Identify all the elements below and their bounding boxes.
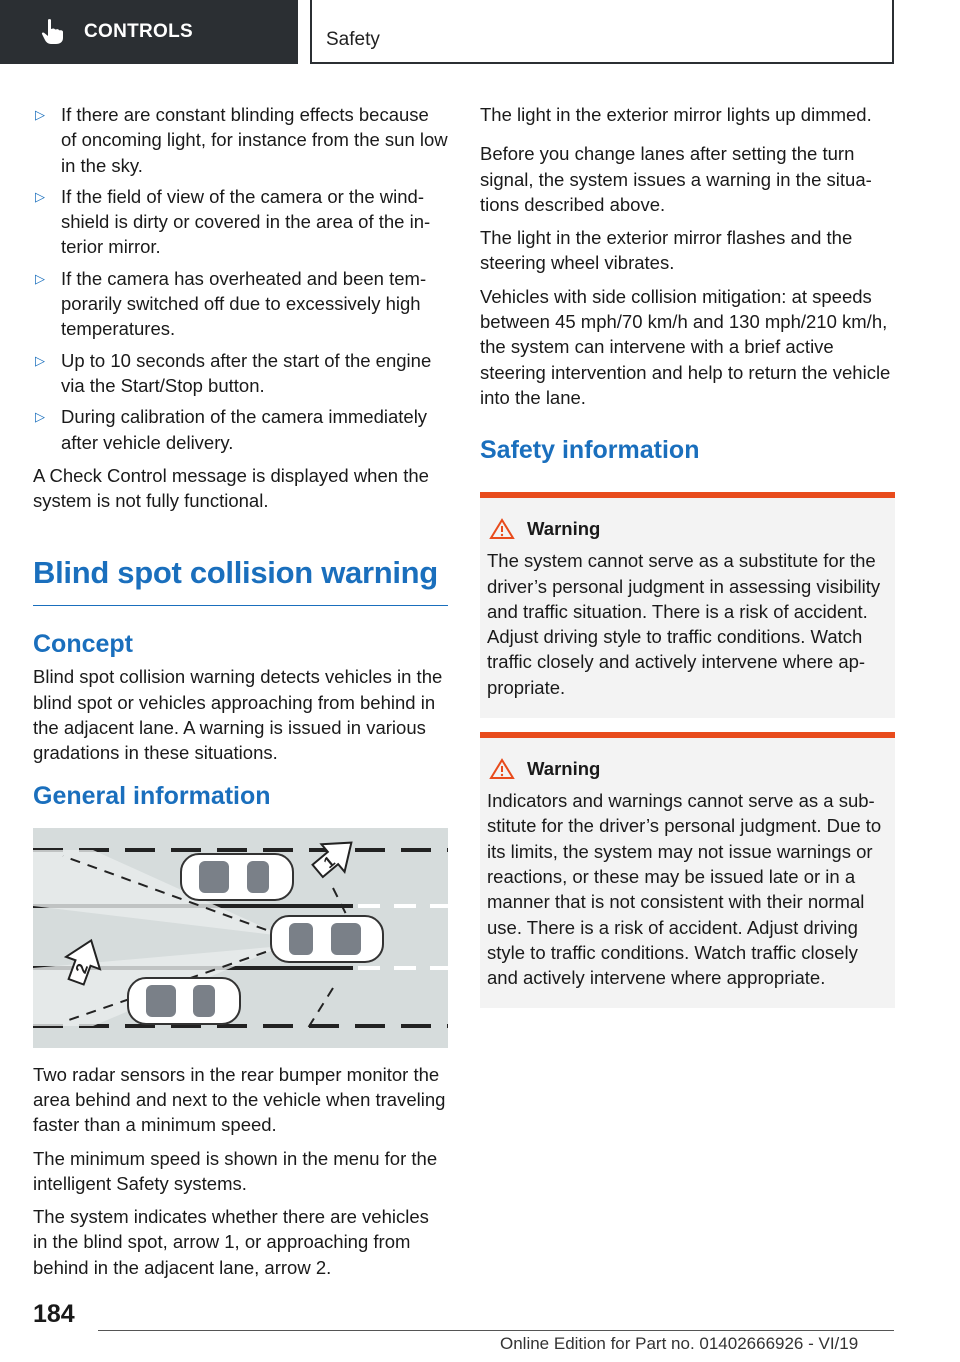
list-item-text: During calibration of the camera immediately after vehicle delivery. (61, 406, 428, 453)
footer-divider (98, 1330, 894, 1331)
warning-triangle-icon (489, 518, 515, 540)
warning-box (480, 732, 895, 1008)
lane-change-paragraph: Before you change lanes after setting the turn signal, the system issues a warning in the situations described above. (480, 143, 872, 215)
triangle-bullet-icon: ▷ (35, 352, 45, 368)
hand-pointer-icon (40, 18, 66, 46)
chapter-tab (0, 0, 298, 64)
concept-heading: Concept (33, 630, 133, 659)
minimum-speed-paragraph: The minimum speed is shown in the menu for the intelligent Safety systems. (33, 1147, 438, 1194)
blind-spot-illustration (33, 828, 448, 1048)
mirror-dimmed-paragraph: The light in the exterior mirror lights up dimmed. (480, 104, 872, 125)
safety-information-heading: Safety information (480, 436, 700, 465)
list-item (33, 102, 448, 178)
triangle-bullet-icon: ▷ (35, 188, 45, 204)
general-information-heading: General information (33, 781, 271, 810)
mirror-flashes-paragraph: The light in the exterior mirror flashes and the steering wheel vibrates. (480, 227, 853, 274)
vehicle-blind-spot (181, 854, 293, 900)
side-collision-paragraph: Vehicles with side collision mitigation: at speeds between 45 mph/70 km/h and 130 mph/210 km/h, the system can intervene with a brief active steering intervention and help to return the vehicle into the lane. (480, 285, 891, 408)
chapter-label: CONTROLS (84, 21, 194, 42)
check-control-paragraph: A Check Control message is displayed when the system is not fully functional. (33, 464, 429, 512)
section-label: Safety (326, 29, 380, 50)
arrows-paragraph: The system indicates whether there are vehicles in the blind spot, arrow 1, or approaching from behind in the adjacent lane, arrow 2. (33, 1206, 429, 1278)
road-diagram (33, 828, 448, 1048)
triangle-bullet-icon: ▷ (35, 107, 45, 122)
page-number: 184 (33, 1300, 75, 1328)
list-item-text: If the field of view of the camera or the windshield is dirty or covered in the area of the interior mirror. (61, 185, 431, 258)
list-item-text: Up to 10 seconds after the start of the engine via the Start/Stop button. (61, 349, 432, 396)
list-item (33, 404, 448, 455)
list-item (33, 266, 448, 342)
vehicle-approaching (128, 978, 240, 1024)
warning-text: Indicators and warnings cannot serve as a substitute for the driver’s personal judgment. Due to its limits, the system may not issue warnings or reactions, or these may be issued late or in a manner that is not consistent with their normal use. There is a risk of accident. Adjust driving style to traffic conditions. Watch traffic closely and actively intervene where appropriate. (487, 790, 882, 989)
list-item (33, 348, 448, 399)
list-item-text: If there are constant blinding effects because of oncoming light, for instance from the sun low in the sky. (61, 104, 448, 176)
triangle-bullet-icon: ▷ (35, 409, 45, 425)
list-item (33, 184, 448, 260)
right-column (480, 102, 895, 1022)
warning-title: Warning (527, 518, 601, 540)
svg-text:2: 2 (73, 961, 93, 976)
own-vehicle (271, 916, 383, 962)
radar-paragraph: Two radar sensors in the rear bumper monitor the area behind and next to the vehicle when traveling faster than a minimum speed. (33, 1063, 446, 1136)
limitation-list (33, 102, 448, 455)
list-item-text: If the camera has overheated and been temporarily switched off due to excessively high temperatures. (61, 267, 427, 340)
left-column (33, 102, 448, 1288)
concept-paragraph: Blind spot collision warning detects vehicles in the blind spot or vehicles approaching from behind in the adjacent lane. A warning is issued in various gradations in these situations. (33, 666, 443, 764)
warning-box (480, 492, 895, 718)
section-tab (310, 0, 894, 64)
chapter-title: Blind spot collision warning (33, 553, 448, 606)
triangle-bullet-icon: ▷ (35, 270, 45, 286)
warning-triangle-icon (489, 758, 515, 780)
edition-label: Online Edition for Part no. 01402666926 - VI/19 (500, 1334, 859, 1353)
warning-text: The system cannot serve as a substitute for the driver’s personal judgment in assessing visibility and traffic situation. There is a risk of accident. Adjust driving style to traffic conditions. Watch traffic closely and actively intervene where appropriate. (487, 550, 881, 698)
svg-text:1: 1 (320, 852, 339, 872)
warning-title: Warning (527, 758, 601, 780)
